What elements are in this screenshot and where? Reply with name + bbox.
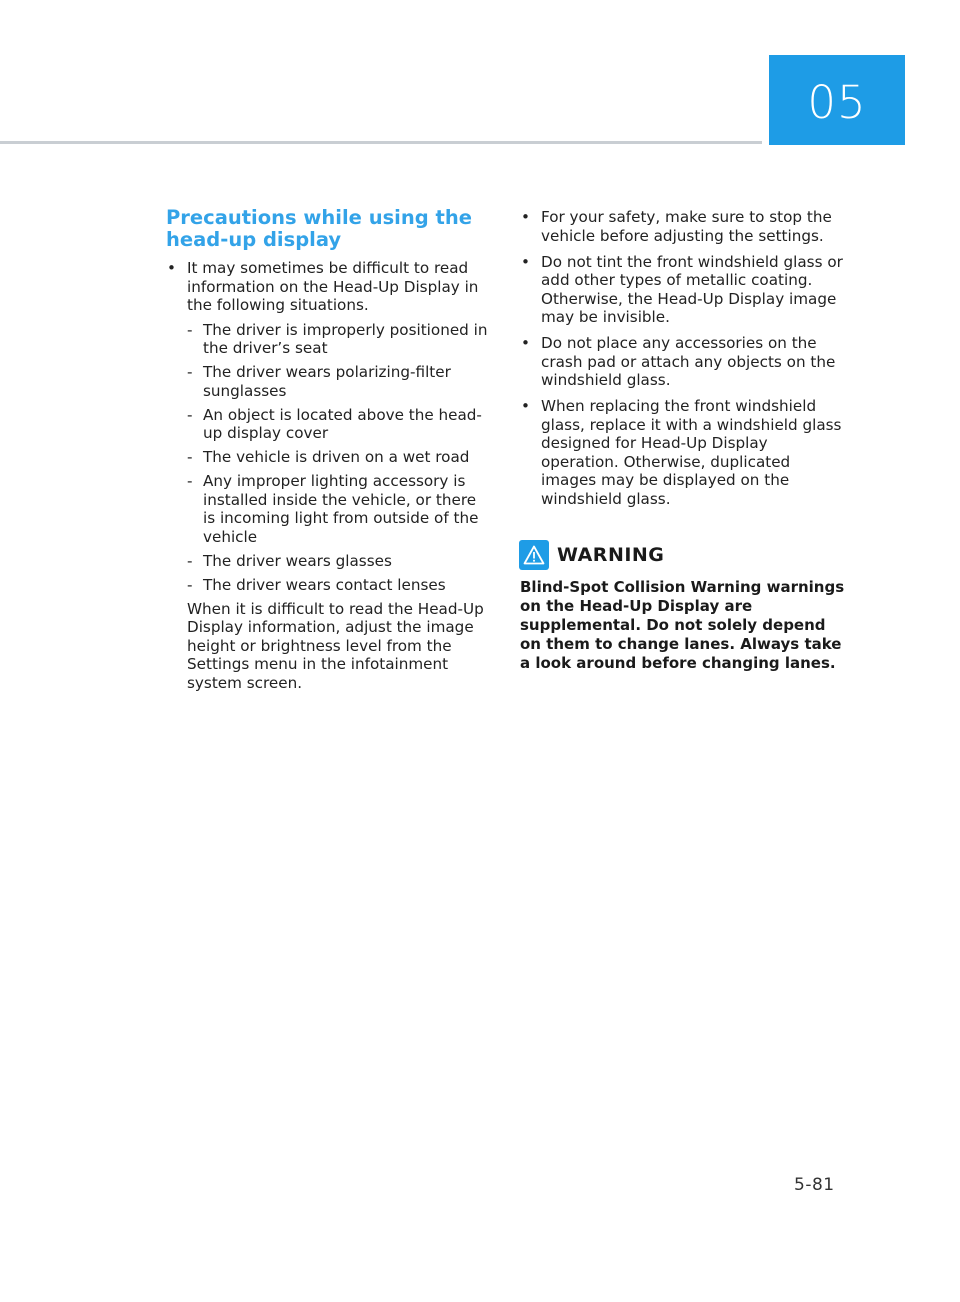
situation-item <box>166 406 491 443</box>
bullet-intro-text: It may sometimes be difficult to read information on the Head-Up Display in the following situations. <box>187 259 479 314</box>
bullet-item <box>520 253 845 327</box>
dash-mark: - <box>187 448 193 466</box>
section-title-line2: head-up display <box>166 228 342 251</box>
situation-text: The driver wears glasses <box>203 551 392 570</box>
bullet-text: For your safety, make sure to stop the vehicle before adjusting the settings. <box>541 208 832 245</box>
right-column <box>520 208 845 673</box>
situation-item <box>166 363 491 400</box>
situation-item <box>166 472 491 546</box>
bullet-item <box>520 208 845 245</box>
followup-paragraph: When it is difficult to read the Head-Up Display information, adjust the image height or brightness level from the Settings menu in the infotainment system screen. <box>187 599 484 692</box>
situation-item <box>166 576 491 595</box>
dash-mark: - <box>187 320 193 339</box>
situation-item <box>166 448 491 467</box>
page-number: 5-81 <box>794 1175 835 1195</box>
bullet-text: When replacing the front windshield glass, replace it with a windshield glass designed for Head-Up Display operation. Otherwise, duplicated images may be displayed on the windshield glass. <box>541 397 842 508</box>
bullet-item <box>520 397 845 508</box>
bullet-dot: • <box>521 252 530 271</box>
bullet-dot: • <box>521 397 530 415</box>
dash-mark: - <box>187 405 193 424</box>
bullet-dot: • <box>521 334 530 352</box>
situation-item <box>166 321 491 358</box>
bullet-text: Do not place any accessories on the crash pad or attach any objects on the windshield glass. <box>541 334 836 389</box>
chapter-tab: 05 <box>769 55 905 145</box>
dash-mark: - <box>187 551 193 570</box>
warning-text: Blind-Spot Collision Warning warnings on the Head-Up Display are supplemental. Do not solely depend on them to change lanes. Always take a look around before changing lanes. <box>520 578 845 672</box>
section-title-line1: Precautions while using the <box>166 206 472 229</box>
section-title <box>166 207 491 251</box>
situation-text: The driver wears polarizing-filter sunglasses <box>203 363 451 400</box>
bullet-intro <box>166 259 491 315</box>
dash-mark: - <box>187 575 193 594</box>
situation-item <box>166 552 491 571</box>
bullet-text: Do not tint the front windshield glass or add other types of metallic coating. Otherwise, the Head-Up Display image may be invisible. <box>541 252 843 326</box>
warning-box <box>520 540 845 673</box>
bullet-dot: • <box>521 208 530 226</box>
bullet-item <box>520 334 845 390</box>
dash-mark: - <box>187 363 193 381</box>
situation-text: The driver is improperly positioned in the driver’s seat <box>203 320 488 357</box>
warning-label: WARNING <box>557 544 665 566</box>
situation-text: Any improper lighting accessory is installed inside the vehicle, or there is incoming light from outside of the vehicle <box>203 472 479 546</box>
situation-text: The driver wears contact lenses <box>203 575 446 594</box>
bullet-dot: • <box>167 259 176 277</box>
warning-header <box>520 540 845 570</box>
header-rule <box>0 141 762 144</box>
left-column <box>166 207 491 692</box>
situation-text: The vehicle is driven on a wet road <box>203 448 470 466</box>
dash-mark: - <box>187 472 193 490</box>
warning-triangle-icon <box>519 540 549 570</box>
situation-text: An object is located above the head-up display cover <box>203 405 482 442</box>
